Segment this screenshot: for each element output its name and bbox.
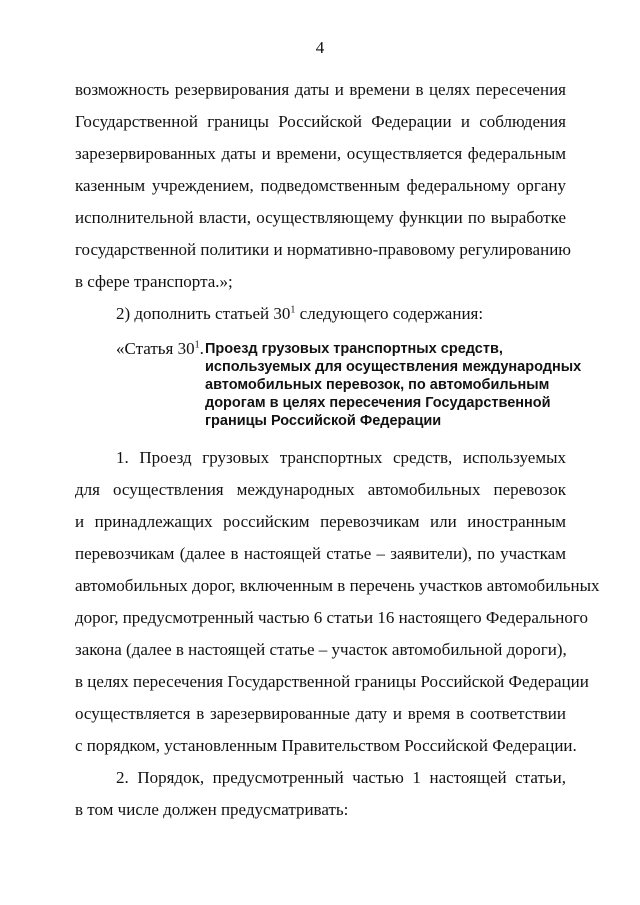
section1-line-8: в целях пересечения Государственной границы Российской Федерации — [75, 672, 589, 691]
section1-line-2: для осуществления международных автомобильных перевозок — [75, 480, 566, 499]
article-superscript: 1 — [194, 339, 200, 351]
section2-line-1: 2. Порядок, предусмотренный частью 1 настоящей статьи, — [116, 768, 566, 787]
section1-line-4: перевозчикам (далее в настоящей статье – заявители), по участкам — [75, 544, 566, 563]
section1-line-6: дорог, предусмотренный частью 6 статьи 16 настоящего Федерального — [75, 608, 588, 627]
para1-line-6: государственной политики и нормативно-правовому регулированию — [75, 240, 571, 259]
para1-line-4: казенным учреждением, подведомственным федеральному органу — [75, 176, 566, 195]
section1-line-7: закона (далее в настоящей статье – участок автомобильной дороги), — [75, 640, 567, 659]
article-suffix: . — [199, 339, 204, 358]
section1-line-9: осуществляется в зарезервированные дату и время в соответствии — [75, 704, 566, 723]
section1-line-5: автомобильных дорог, включенным в перечень участков автомобильных — [75, 576, 600, 595]
article-heading-line-3: автомобильных перевозок, по автомобильным — [205, 377, 550, 393]
item2-text — [116, 304, 566, 324]
page-number: 4 — [315, 38, 325, 57]
article-label — [116, 339, 204, 359]
article-heading-line-2: используемых для осуществления международных — [205, 359, 582, 375]
section2-line-last: в том числе должен предусматривать: — [75, 800, 349, 819]
section1-line-3: и принадлежащих российским перевозчикам или иностранным — [75, 512, 566, 531]
section1-line-1: 1. Проезд грузовых транспортных средств, используемых — [116, 448, 566, 467]
para1-line-2: Государственной границы Российской Федерации и соблюдения — [75, 112, 566, 131]
article-heading-line-1: Проезд грузовых транспортных средств, — [205, 341, 503, 357]
item2-superscript: 1 — [290, 304, 296, 316]
para1-line-last: в сфере транспорта.»; — [75, 272, 233, 291]
article-heading-line-5: границы Российской Федерации — [205, 413, 442, 429]
para1-line-5: исполнительной власти, осуществляющему функции по выработке — [75, 208, 566, 227]
article-prefix: «Статья 30 — [116, 339, 195, 358]
section1-line-last: с порядком, установленным Правительством Российской Федерации. — [75, 736, 577, 755]
item2-after: следующего содержания: — [295, 304, 484, 323]
para1-line-3: зарезервированных даты и времени, осуществляется федеральным — [75, 144, 566, 163]
article-heading-line-4: дорогам в целях пересечения Государственной — [205, 395, 551, 411]
item2-before: 2) дополнить статьей 30 — [116, 304, 291, 323]
para1-line-1: возможность резервирования даты и времени в целях пересечения — [75, 80, 566, 99]
